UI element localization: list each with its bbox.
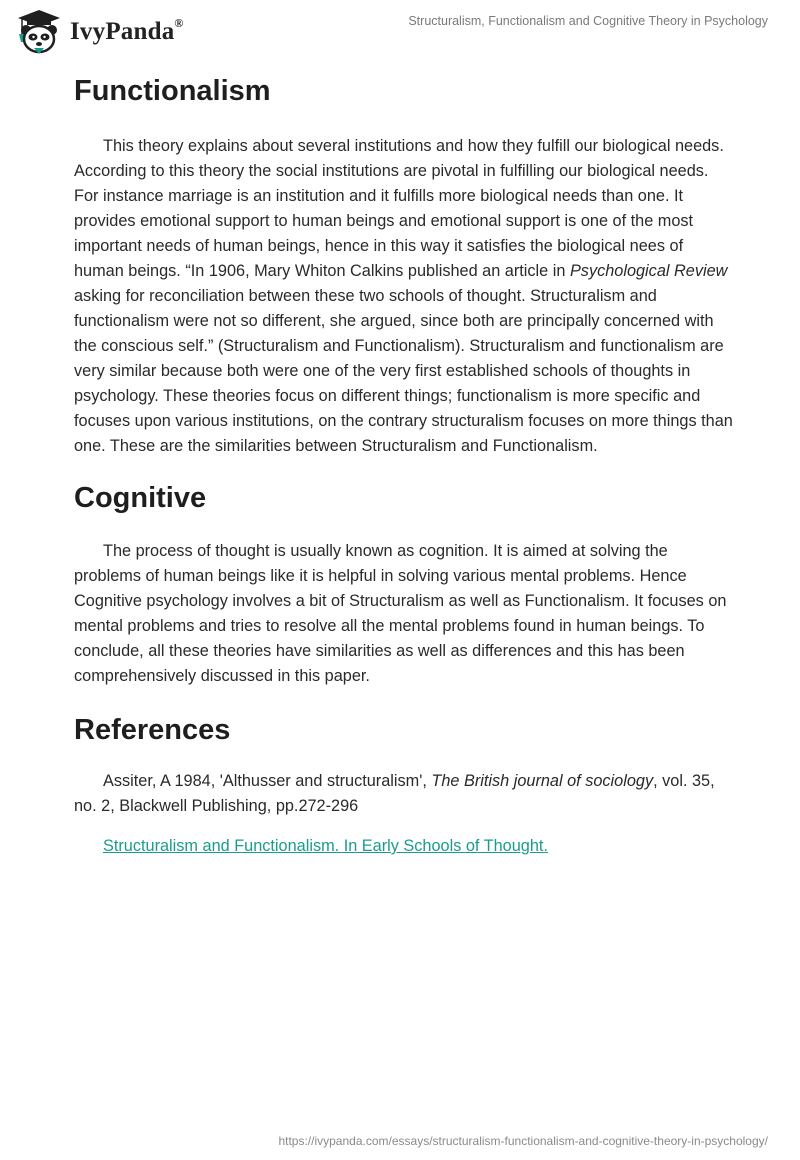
section-cognitive (74, 477, 734, 689)
journal-title: Psychological Review (569, 262, 728, 280)
heading-cognitive: Cognitive (74, 482, 207, 514)
reference-link-item (74, 837, 734, 856)
heading-functionalism: Functionalism (74, 75, 271, 107)
reference-journal: The British journal of sociology (431, 772, 654, 790)
panda-graduate-icon (14, 8, 64, 56)
reference-link[interactable]: Structuralism and Functionalism. In Early Schools of Thought. (103, 837, 548, 855)
ivypanda-logo[interactable] (14, 8, 184, 56)
section-references (74, 709, 734, 856)
footer-url: https://ivypanda.com/essays/structuralism-functionalism-and-cognitive-theory-in-psychology/ (278, 1134, 768, 1148)
document-title: Structuralism, Functionalism and Cognitive Theory in Psychology (408, 14, 768, 28)
section-functionalism (74, 70, 734, 459)
paragraph-functionalism: This theory explains about several institutions and how they fulfill our biological needs. According to this theory the social institutions are pivotal in fulfilling our biological needs. For instance marriage is an institution and it fulfills more biological needs than one. It provides emotional support to human beings and emotional support is one of the most important needs of human beings, hence in this way it satisfies the biological nees of human beings. “In 1906, Mary Whiton Calkins published an article in Psychological Review asking for reconciliation between these two schools of thought. Structuralism and functionalism were not so different, she argued, since both are principally concerned with the conscious self.” (Structuralism and Functionalism). Structuralism and functionalism are very similar because both were one of the very first established schools of thoughts in psychology. These theories focus on different things; functionalism is more specific and focuses upon various institutions, on the contrary structuralism focuses on more things than one. These are the similarities between Structuralism and Functionalism. (74, 137, 733, 455)
reference-item: Assiter, A 1984, 'Althusser and structuralism', The British journal of sociology, vol. 35, no. 2, Blackwell Publishing, pp.272-296 (74, 772, 715, 815)
heading-references: References (74, 714, 231, 746)
brand-name: IvyPanda® (70, 16, 184, 45)
article-content (74, 70, 734, 856)
paragraph-cognitive: The process of thought is usually known as cognition. It is aimed at solving the problems of human beings like it is helpful in solving various mental problems. Hence Cognitive psychology involves a bit of Structuralism as well as Functionalism. It focuses on mental problems and tries to resolve all the mental problems found in human beings. To conclude, all these theories have similarities as well as differences and this has been comprehensively discussed in this paper. (74, 542, 727, 685)
page-header (0, 0, 800, 66)
